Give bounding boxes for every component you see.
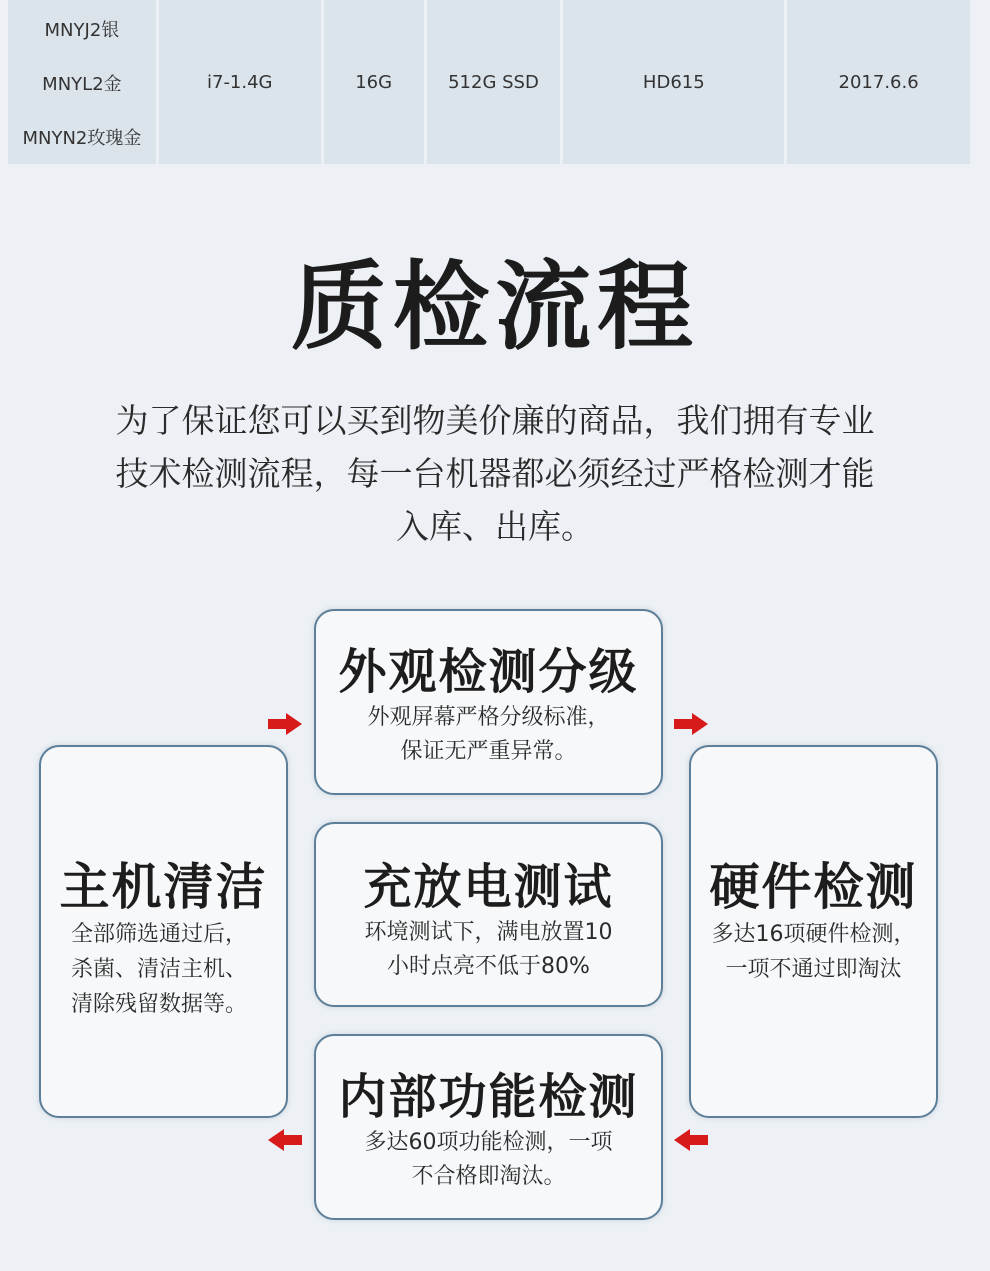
spec-cpu-value: i7-1.4G [206,71,273,93]
intro-line: 为了保证您可以买到物美价廉的商品，我们拥有专业 [115,401,875,440]
step-hardware-box [689,745,938,1118]
step-desc-line: 清除残留数据等。 [71,992,248,1017]
step-appearance-box [314,609,663,795]
step-desc-line: 全部筛选通过后， [71,922,248,947]
step-desc-line: 外观屏幕严格分级标准， [367,705,610,730]
spec-table [8,0,970,164]
spec-ram-value: 16G [355,71,393,93]
step-title: 硬件检测 [709,858,918,916]
step-desc-line: 保证无严重异常。 [400,739,577,764]
arrow-left-icon [268,1129,302,1151]
arrow-right-icon [674,713,708,735]
intro-line: 技术检测流程，每一台机器都必须经过严格检测才能 [115,454,875,493]
model-silver: MNYJ2银 [44,20,120,41]
step-description [316,701,661,769]
intro-line: 入库、出库。 [396,507,594,546]
step-cleaning-box [39,745,288,1118]
step-description [691,917,936,987]
step-desc-line: 不合格即淘汰。 [411,1164,566,1189]
spec-models-cell [8,0,156,164]
step-description [316,916,661,984]
step-desc-line: 杀菌、清洁主机、 [71,957,248,982]
spec-storage-cell [427,0,561,164]
intro-paragraph [80,394,910,553]
step-charge-box [314,822,663,1007]
step-desc-line: 多达16项硬件检测， [711,922,916,947]
step-title: 外观检测分级 [338,644,639,700]
step-desc-line: 小时点亮不低于80% [387,954,590,979]
spec-date-cell [787,0,970,164]
step-desc-line: 环境测试下，满电放置10 [364,920,613,945]
spec-cpu-cell [159,0,321,164]
page-title: 质检流程 [291,251,699,363]
step-desc-line: 一项不通过即淘汰 [725,957,902,982]
arrow-left-icon [674,1129,708,1151]
spec-gpu-value: HD615 [642,71,705,93]
spec-gpu-cell [563,0,784,164]
step-title: 内部功能检测 [338,1069,639,1125]
step-description [316,1126,661,1194]
step-description [41,917,286,1022]
step-title: 充放电测试 [363,859,614,915]
step-desc-line: 多达60项功能检测，一项 [364,1130,613,1155]
step-title: 主机清洁 [59,858,268,916]
step-internal-box [314,1034,663,1220]
arrow-right-icon [268,713,302,735]
spec-date-value: 2017.6.6 [838,71,919,93]
model-gold: MNYL2金 [42,74,122,95]
spec-ram-cell [324,0,424,164]
model-rose-gold: MNYN2玫瑰金 [22,128,142,149]
spec-storage-value: 512G SSD [448,71,539,93]
